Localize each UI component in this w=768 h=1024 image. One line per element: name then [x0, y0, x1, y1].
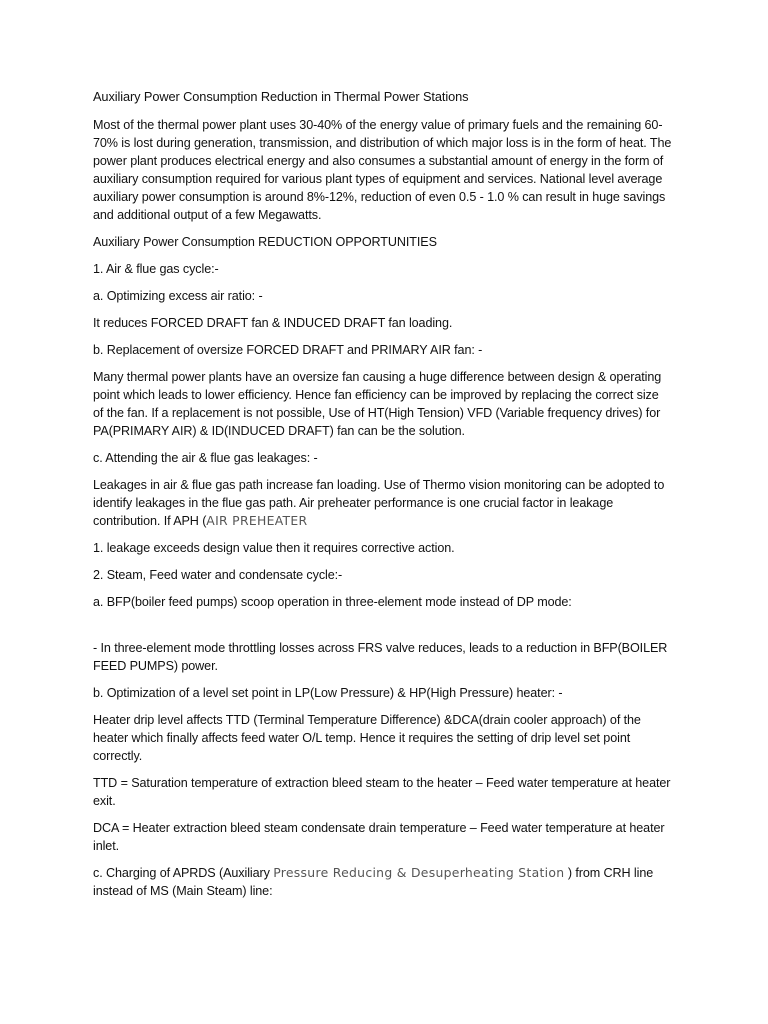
section-2a-heading: a. BFP(boiler feed pumps) scoop operation in three-element mode instead of DP mode: — [93, 595, 572, 609]
section-1a-body: It reduces FORCED DRAFT fan & INDUCED DRAFT fan loading. — [93, 316, 453, 330]
section-2b-heading: b. Optimization of a level set point in LP(Low Pressure) & HP(High Pressure) heater: - — [93, 686, 563, 700]
section-2c-heading — [93, 864, 672, 900]
section-2c-pre: c. Charging of APRDS (Auxiliary — [93, 866, 274, 880]
dca-definition: DCA = Heater extraction bleed steam condensate drain temperature – Feed water temperature at heater inlet. — [93, 821, 665, 853]
section-2-heading: 2. Steam, Feed water and condensate cycle:- — [93, 568, 343, 582]
section-1c-body-text: Leakages in air & flue gas path increase fan loading. Use of Thermo vision monitoring can be adopted to identify leakages in the flue gas path. Air preheater performance is one crucial factor in leakage contribution. If APH ( — [93, 478, 665, 528]
ttd-definition: TTD = Saturation temperature of extraction bleed steam to the heater – Feed water temperature at heater exit. — [93, 776, 671, 808]
section-1-heading: 1. Air & flue gas cycle:- — [93, 262, 219, 276]
intro-paragraph: Most of the thermal power plant uses 30-40% of the energy value of primary fuels and the remaining 60-70% is lost during generation, transmission, and distribution of which major loss is in the form of heat. The power plant produces electrical energy and also consumes a substantial amount of energy in the form of auxiliary consumption required for various plant types of equipment and services. National level average auxiliary power consumption is around 8%-12%, reduction of even 0.5 - 1.0 % can result in huge savings and additional output of a few Megawatts. — [93, 118, 672, 222]
section-1a-heading: a. Optimizing excess air ratio: - — [93, 289, 263, 303]
section-2b-body: Heater drip level affects TTD (Terminal Temperature Difference) &DCA(drain cooler approach) of the heater which finally affects feed water O/L temp. Hence it requires the setting of drip level set point correctly. — [93, 713, 641, 763]
aph-term: AIR PREHEATER — [206, 513, 308, 528]
section-2c-post: ) from CRH line instead of MS (Main Steam) line: — [93, 866, 654, 898]
section-1b-body: Many thermal power plants have an oversize fan causing a huge difference between design & operating point which leads to lower efficiency. Hence fan efficiency can be improved by replacing the correct size of the fan. If a replacement is not possible, Use of HT(High Tension) VFD (Variable frequency drives) for PA(PRIMARY AIR) & ID(INDUCED DRAFT) fan can be the solution. — [93, 370, 662, 438]
section-1c-item: 1. leakage exceeds design value then it requires corrective action. — [93, 541, 455, 555]
section-2a-body: - In three-element mode throttling losses across FRS valve reduces, leads to a reduction in BFP(BOILER FEED PUMPS) power. — [93, 641, 668, 673]
section-1c-heading: c. Attending the air & flue gas leakages: - — [93, 451, 318, 465]
blank-line — [93, 620, 672, 639]
section-1b-heading: b. Replacement of oversize FORCED DRAFT and PRIMARY AIR fan: - — [93, 343, 483, 357]
doc-title: Auxiliary Power Consumption Reduction in Thermal Power Stations — [93, 89, 469, 104]
section-1c-body — [93, 476, 672, 530]
aprds-term: Pressure Reducing & Desuperheating Station — [273, 865, 565, 880]
opportunities-heading: Auxiliary Power Consumption REDUCTION OPPORTUNITIES — [93, 235, 437, 249]
